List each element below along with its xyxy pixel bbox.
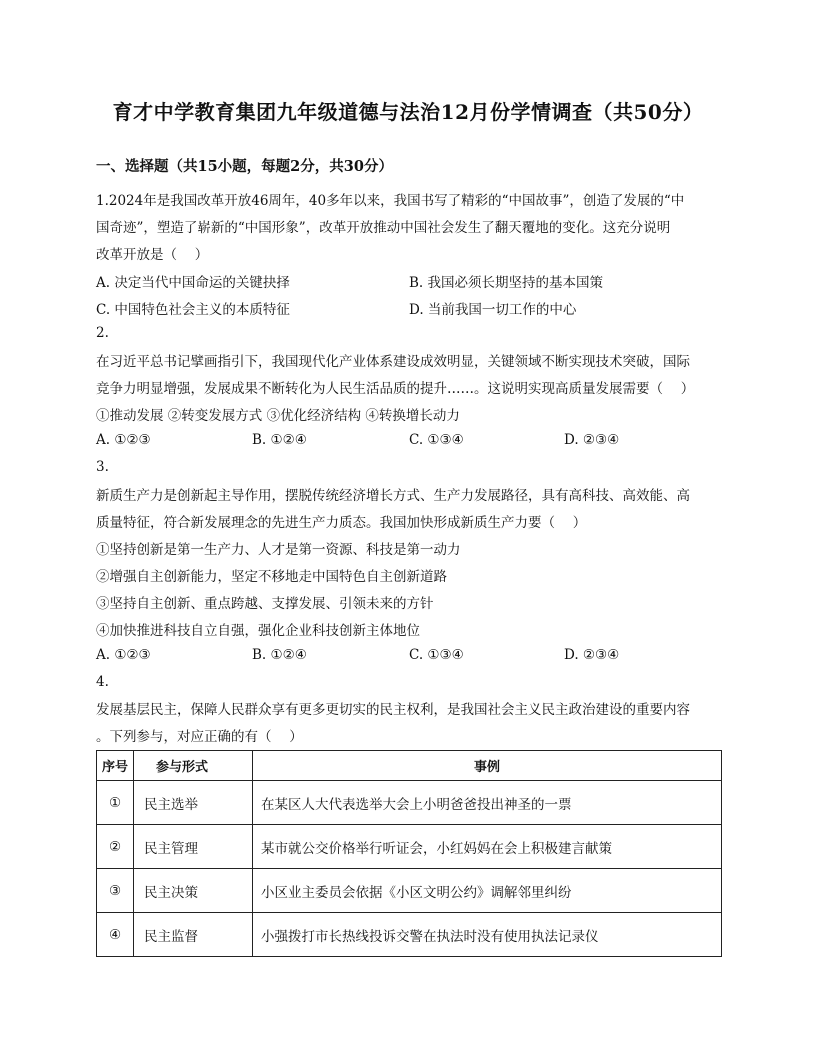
question-3-statement: ②增强自主创新能力，坚定不移地走中国特色自主创新道路 <box>96 569 447 585</box>
row-form: 民主监督 <box>134 913 253 957</box>
header-example: 事例 <box>253 751 722 781</box>
question-1-option-b: B. 我国必须长期坚持的基本国策 <box>409 275 604 291</box>
question-4-number: 4. <box>96 674 109 690</box>
table-header-row <box>97 751 722 781</box>
question-2-option-d: D. ②③④ <box>564 432 620 448</box>
question-3-statement: ③坚持自主创新、重点跨越、支撑发展、引领未来的方针 <box>96 596 434 612</box>
question-1-option-d: D. 当前我国一切工作的中心 <box>409 302 577 318</box>
participation-table <box>96 750 722 957</box>
question-1-text-line: 1.2024年是我国改革开放46周年，40多年以来，我国书写了精彩的“中国故事”，创造了发展的“中 <box>96 193 685 209</box>
row-number: ③ <box>97 869 134 913</box>
row-number: ② <box>97 825 134 869</box>
question-3-option-a: A. ①②③ <box>96 647 151 663</box>
table-row <box>97 913 722 957</box>
row-form: 民主选举 <box>134 781 253 825</box>
row-number: ④ <box>97 913 134 957</box>
question-4-text-line: 。下列参与，对应正确的有（ ） <box>96 729 303 745</box>
row-example: 在某区人大代表选举大会上小明爸爸投出神圣的一票 <box>253 781 722 825</box>
question-3-statement: ④加快推进科技自立自强，强化企业科技创新主体地位 <box>96 623 420 639</box>
row-form: 民主管理 <box>134 825 253 869</box>
question-4-text-line: 发展基层民主，保障人民群众享有更多更切实的民主权利，是我国社会主义民主政治建设的重要内容 <box>96 702 690 718</box>
question-2-option-a: A. ①②③ <box>96 432 151 448</box>
question-2-statements: ①推动发展 ②转变发展方式 ③优化经济结构 ④转换增长动力 <box>96 408 460 424</box>
row-example: 某市就公交价格举行听证会，小红妈妈在会上积极建言献策 <box>253 825 722 869</box>
question-1-text-line: 国奇迹”，塑造了崭新的“中国形象”，改革开放推动中国社会发生了翻天覆地的变化。这充分说明 <box>96 220 671 236</box>
row-example: 小强拨打市长热线投诉交警在执法时没有使用执法记录仪 <box>253 913 722 957</box>
question-2-text-line: 竞争力明显增强，发展成果不断转化为人民生活品质的提升……。这说明实现高质量发展需要（ ） <box>96 381 695 397</box>
question-2-option-b: B. ①②④ <box>252 432 307 448</box>
question-1-text-line: 改革开放是（ ） <box>96 247 209 263</box>
row-number: ① <box>97 781 134 825</box>
question-1-option-c: C. 中国特色社会主义的本质特征 <box>96 302 290 318</box>
section-heading: 一、选择题（共15小题，每题2分，共30分） <box>96 158 393 175</box>
header-number: 序号 <box>97 751 134 781</box>
question-3-text-line: 质量特征，符合新发展理念的先进生产力质态。我国加快形成新质生产力要（ ） <box>96 515 587 531</box>
table-row <box>97 869 722 913</box>
question-3-statement: ①坚持创新是第一生产力、人才是第一资源、科技是第一动力 <box>96 542 461 558</box>
question-2-option-c: C. ①③④ <box>409 432 464 448</box>
question-3-option-c: C. ①③④ <box>409 647 464 663</box>
question-2-number: 2. <box>96 325 109 341</box>
table-row <box>97 781 722 825</box>
row-example: 小区业主委员会依据《小区文明公约》调解邻里纠纷 <box>253 869 722 913</box>
row-form: 民主决策 <box>134 869 253 913</box>
question-1-option-a: A. 决定当代中国命运的关键抉择 <box>96 275 290 291</box>
header-form: 参与形式 <box>134 751 253 781</box>
page-title: 育才中学教育集团九年级道德与法治12月份学情调查（共50分） <box>112 100 704 124</box>
question-2-text-line: 在习近平总书记擘画指引下，我国现代化产业体系建设成效明显，关键领域不断实现技术突破，国际 <box>96 354 690 370</box>
question-3-option-b: B. ①②④ <box>252 647 307 663</box>
question-3-text-line: 新质生产力是创新起主导作用，摆脱传统经济增长方式、生产力发展路径，具有高科技、高效能、高 <box>96 488 690 504</box>
table-row <box>97 825 722 869</box>
question-3-number: 3. <box>96 459 109 475</box>
question-3-option-d: D. ②③④ <box>564 647 620 663</box>
